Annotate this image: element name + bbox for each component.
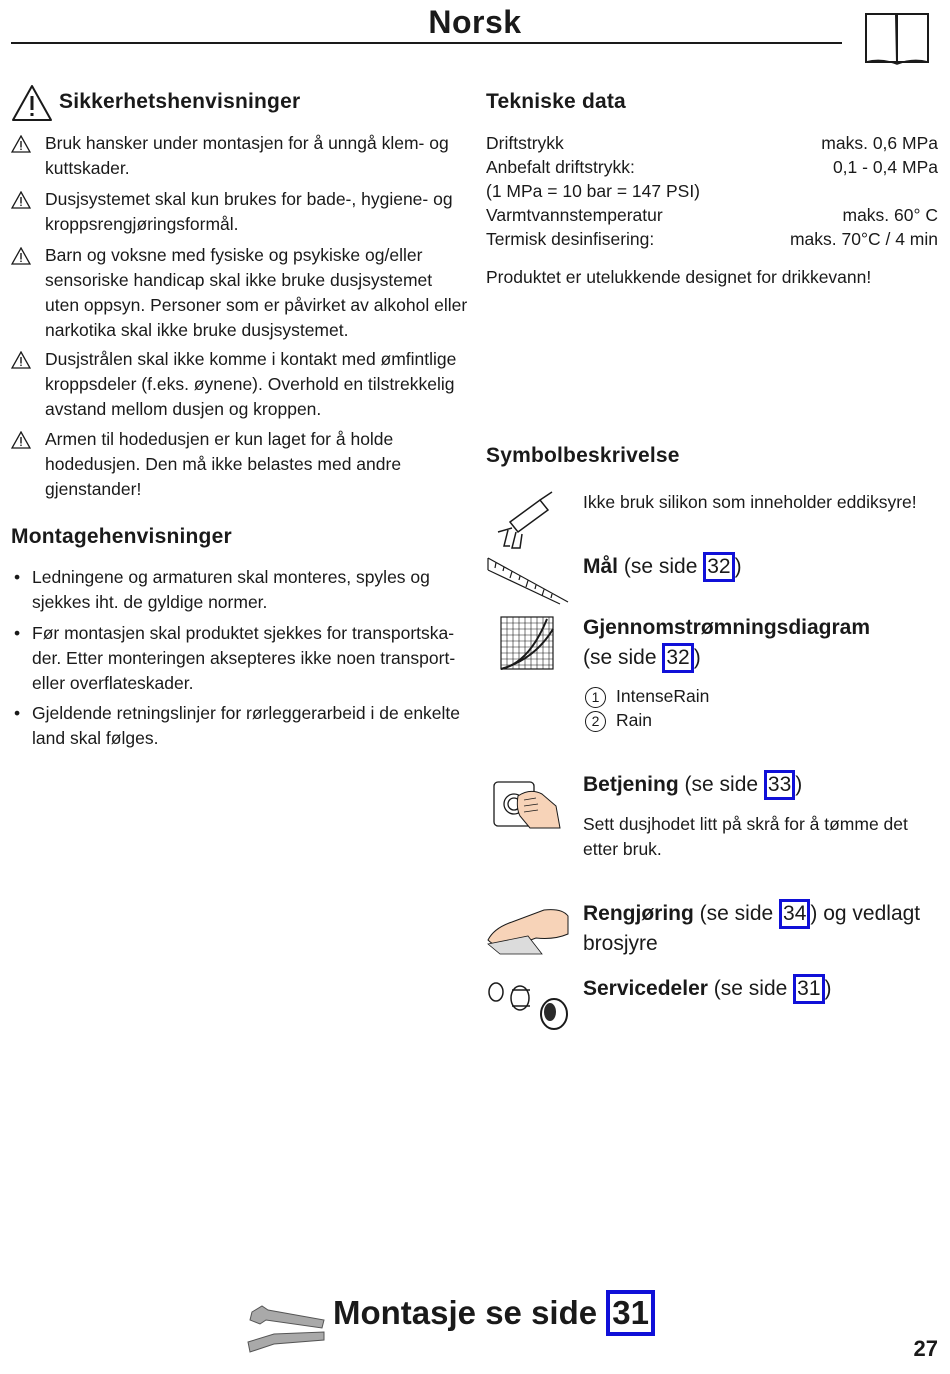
warning-icon (11, 247, 31, 265)
assembly-text: Montasje se side (333, 1294, 607, 1331)
mounting-item (11, 621, 471, 696)
wrench-screwdriver-icon (244, 1298, 328, 1354)
warning-icon (11, 431, 31, 449)
service-parts-icon (486, 974, 570, 1032)
flow-suffix: ) (693, 646, 701, 669)
tech-label: Varmtvannstemperatur (486, 205, 663, 225)
silicone-gun-icon (490, 488, 560, 550)
page-number: 27 (913, 1336, 938, 1361)
safety-item (11, 131, 471, 181)
safety-item-text: Bruk hansker under montasjen for å unngå klem- og kuttskader. (45, 133, 449, 178)
bullet-icon: • (14, 567, 21, 587)
tech-label: Anbefalt driftstrykk: (486, 157, 635, 177)
dimensions-suffix: ) (734, 555, 742, 578)
flow-legend-label: Rain (616, 710, 652, 730)
ruler-icon (486, 556, 570, 606)
hand-wiping-icon (484, 900, 570, 956)
cleaning-prefix: (se side (699, 902, 780, 925)
flow-entry (583, 613, 870, 673)
header-rule (11, 42, 842, 44)
safety-item (11, 427, 471, 502)
safety-item (11, 187, 471, 237)
page-title: Norsk (428, 4, 522, 40)
operation-suffix: ) (795, 773, 803, 796)
tech-row (486, 155, 938, 179)
assembly-page-link[interactable]: 31 (606, 1290, 655, 1336)
tech-value: maks. 0,6 MPa (821, 133, 938, 153)
tech-value: maks. 60° C (842, 205, 938, 225)
warning-icon (11, 351, 31, 369)
drinking-water-note: Produktet er utelukkende designet for drikkevann! (486, 267, 872, 287)
tech-row (486, 179, 938, 203)
service-prefix: (se side (713, 977, 794, 1000)
safety-heading: Sikkerhetshenvisninger (59, 90, 301, 113)
manual-book-icon (864, 10, 930, 66)
mounting-item-text: Gjeldende retningslinjer for rørleggerarbeid i de enkelte land skal følges. (32, 703, 461, 748)
safety-item-text: Armen til hodedusjen er kun laget for å holde hodedusjen. Den må ikke belastes med andre gjenstander! (45, 429, 402, 499)
operation-prefix: (se side (684, 773, 764, 796)
flow-legend-item (585, 708, 652, 733)
warning-icon (11, 191, 31, 209)
dimensions-title: Mål (583, 555, 619, 578)
cleaning-suffix: ) og vedlagt brosjyre (583, 902, 921, 955)
tech-heading: Tekniske data (486, 90, 626, 113)
operation-entry (583, 770, 802, 800)
flow-diagram-icon (499, 615, 555, 671)
bullet-icon: • (14, 623, 21, 643)
number-circle-icon: 1 (585, 687, 606, 708)
flow-prefix: (se side (583, 646, 663, 669)
dimensions-prefix: (se side (623, 555, 704, 578)
tech-row (486, 131, 938, 155)
mounting-item (11, 565, 471, 615)
cleaning-entry (583, 899, 943, 959)
operation-page-link[interactable]: 33 (764, 770, 795, 800)
tech-label: Driftstrykk (486, 133, 564, 153)
assembly-reference (333, 1290, 655, 1336)
safety-item-text: Dusjsystemet skal kun brukes for bade-, hygiene- og kroppsrengjøringsformål. (45, 189, 453, 234)
tech-label: Termisk desinfisering: (486, 229, 655, 249)
mounting-item-text: Ledningene og armaturen skal monteres, spyles og sjekkes iht. de gyldige normer. (32, 567, 430, 612)
flow-title: Gjennomstrømningsdiagram (583, 616, 871, 639)
service-entry (583, 974, 832, 1004)
tech-value: maks. 70°C / 4 min (789, 229, 938, 249)
tech-row (486, 203, 938, 227)
number-circle-icon: 2 (585, 711, 606, 732)
warning-triangle-icon (11, 84, 53, 122)
tech-label: (1 MPa = 10 bar = 147 PSI) (486, 181, 701, 201)
service-suffix: ) (824, 977, 832, 1000)
safety-item-text: Barn og voksne med fysiske og psykiske og/eller sensoriske handicap skal ikke bruke dusjsystemet uten oppsyn. Personer som er påvirket av alkohol eller narkotika skal ikke bruke dusjsystemet. (45, 245, 468, 340)
cleaning-title: Rengjøring (583, 902, 694, 925)
service-page-link[interactable]: 31 (793, 974, 824, 1004)
flow-legend-label: IntenseRain (616, 686, 710, 706)
warning-icon (11, 135, 31, 153)
safety-item (11, 243, 471, 343)
tech-row (486, 227, 938, 251)
flow-page-link[interactable]: 32 (662, 643, 693, 673)
service-title: Servicedeler (583, 977, 708, 1000)
mounting-item (11, 701, 471, 751)
tech-value: 0,1 - 0,4 MPa (832, 157, 938, 177)
dimensions-entry (583, 552, 742, 582)
safety-item-text: Dusjstrålen skal ikke komme i kontakt med ømfintlige kroppsdeler (f.eks. øynene). Overhold en tilstrekkelig avstand mellom dusjen og kroppen. (45, 349, 457, 419)
operation-text: Sett dusjhodet litt på skrå for å tømme det etter bruk. (583, 814, 908, 859)
silicone-warning-text: Ikke bruk silikon som inneholder eddiksyre! (583, 492, 917, 512)
cleaning-page-link[interactable]: 34 (779, 899, 810, 929)
bullet-icon: • (14, 703, 21, 723)
symbol-heading: Symbolbeskrivelse (486, 444, 680, 467)
operation-title: Betjening (583, 773, 679, 796)
hand-turning-knob-icon (490, 772, 562, 830)
dimensions-page-link[interactable]: 32 (703, 552, 734, 582)
mounting-heading: Montagehenvisninger (11, 525, 232, 548)
flow-legend-item (585, 684, 709, 709)
mounting-item-text: Før montasjen skal produktet sjekkes for transportska-der. Etter monteringen aksepteres ikke noen transport- eller overflateskader. (32, 623, 456, 693)
safety-item (11, 347, 471, 422)
